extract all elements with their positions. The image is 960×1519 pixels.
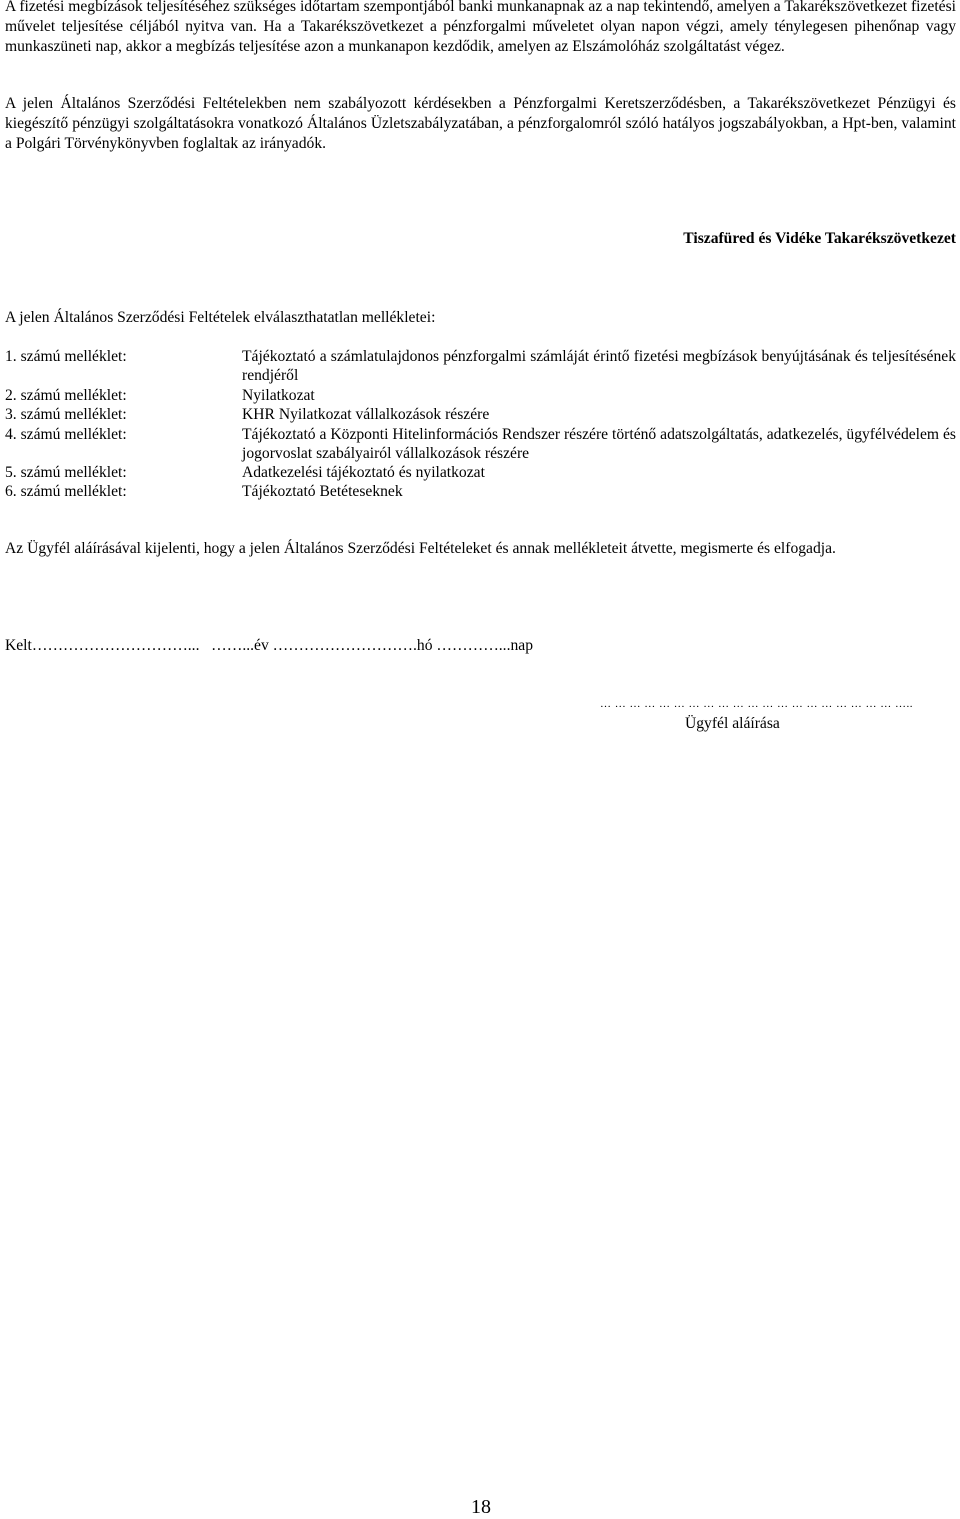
- signature-line: … … … … … … … … … … … … … … … … … … … … …..: [600, 698, 913, 710]
- document-page: [5, 0, 956, 1517]
- client-statement: Az Ügyfél aláírásával kijelenti, hogy a jelen Általános Szerződési Feltételeket és annak mellékleteit átvette, megismerte és elfogadja.: [5, 540, 836, 557]
- paragraph-unregulated-matters: A jelen Általános Szerződési Feltételekben nem szabályozott kérdésekben a Pénzforgalmi Keretszerződésben, a Takarékszövetkezet Pénzügyi és kiegészítő pénzügyi szolgáltatásokra vonatkozó Általános Üzletszabályzatában, a pénzforgalomról szóló hatályos jogszabályokban, a Hpt-ben, valamint a Polgári Törvénykönyvben foglaltak az irányadók.: [5, 95, 956, 152]
- annex-title: KHR Nyilatkozat vállalkozások részére: [242, 406, 490, 423]
- annex-title: Tájékoztató Betéteseknek: [242, 483, 403, 500]
- annex-title: Tájékoztató a Központi Hitelinformációs Rendszer részére történő adatszolgáltatás, adatkezelés, ügyfélvédelem és jogorvoslat szabályairól vállalkozások részére: [242, 426, 956, 462]
- annex-number: 3. számú melléklet:: [5, 406, 127, 423]
- signature-label: Ügyfél aláírása: [685, 715, 780, 732]
- annex-number: 2. számú melléklet:: [5, 387, 127, 404]
- annex-number: 6. számú melléklet:: [5, 483, 127, 500]
- company-name: Tiszafüred és Vidéke Takarékszövetkezet: [683, 230, 956, 247]
- date-line: Kelt…………………………... ……...év ……………………….hó …………...nap: [5, 637, 533, 654]
- annex-title: Tájékoztató a számlatulajdonos pénzforgalmi számláját érintő fizetési megbízások benyújtásának és teljesítésének rendjéről: [242, 348, 956, 384]
- page-number: 18: [471, 1496, 491, 1518]
- annexes-intro: A jelen Általános Szerződési Feltételek elválaszthatatlan mellékletei:: [5, 309, 436, 326]
- annex-title: Adatkezelési tájékoztató és nyilatkozat: [242, 464, 485, 481]
- annex-number: 1. számú melléklet:: [5, 348, 127, 365]
- annex-title: Nyilatkozat: [242, 387, 315, 404]
- paragraph-payment-time: A fizetési megbízások teljesítéséhez szükséges időtartam szempontjából banki munkanapnak az a nap tekintendő, amelyen a Takarékszövetkezet fizetési művelet teljesítése céljából nyitva van. Ha a Takarékszövetkezet a pénzforgalmi műveletet olyan napon végzi, amely ténylegesen pihenőnap vagy munkaszüneti nap, akkor a megbízás teljesítése azon a munkanapon kezdődik, amelyen az Elszámolóház szolgáltatást végez.: [5, 0, 956, 55]
- annex-number: 4. számú melléklet:: [5, 426, 127, 443]
- annex-number: 5. számú melléklet:: [5, 464, 127, 481]
